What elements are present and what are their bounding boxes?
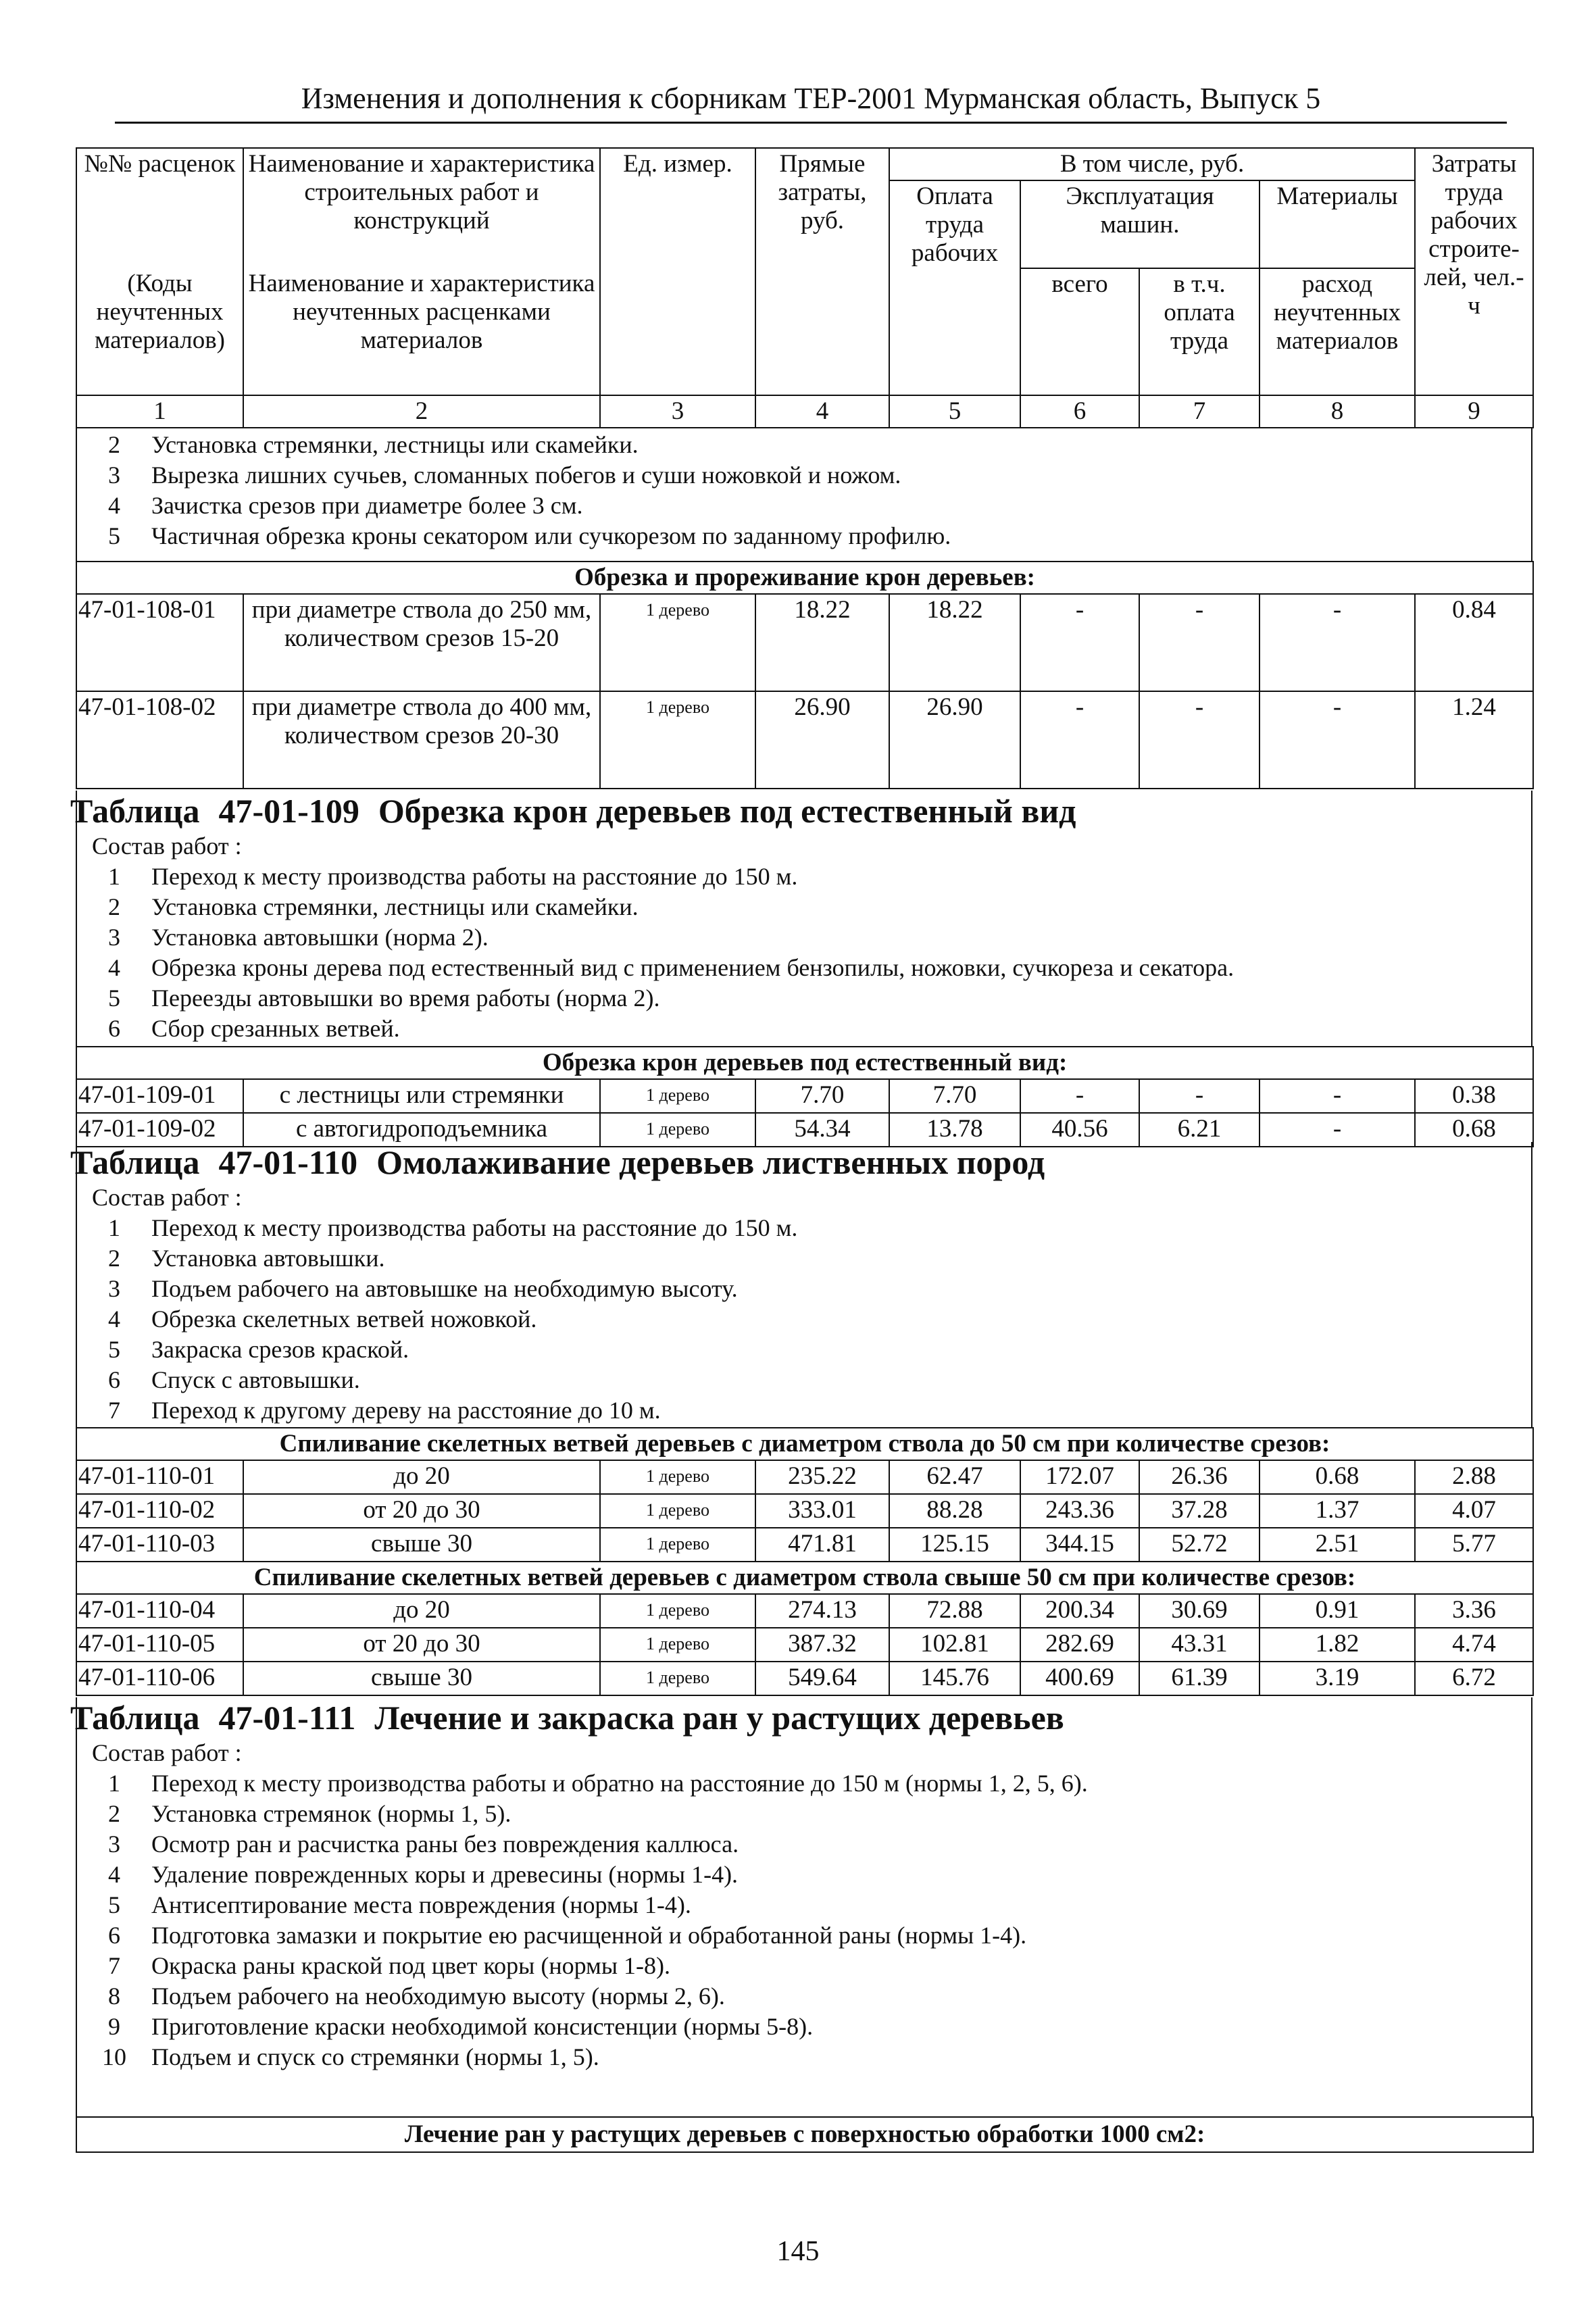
work-item: 2 Установка стремянки, лестницы или скамейки. — [108, 893, 639, 920]
work-item: 2 Установка автовышки. — [108, 1245, 385, 1272]
machines-total: - — [1020, 691, 1139, 789]
work-item: 7 Переход к другому дереву на расстояние до 10 м. — [108, 1397, 661, 1424]
rate-code: 47-01-109-01 — [76, 1079, 243, 1113]
work-item: 4 Удаление поврежденных коры и древесины (нормы 1-4). — [108, 1861, 739, 1888]
table-row — [76, 1662, 1533, 1695]
work-name: с лестницы или стремянки — [243, 1079, 600, 1113]
header-machines-total: всего — [1020, 268, 1139, 395]
machines-total: 282.69 — [1020, 1628, 1139, 1662]
work-name: с автогидроподъемника — [243, 1113, 600, 1147]
materials: 1.37 — [1260, 1494, 1415, 1528]
direct-cost: 387.32 — [755, 1628, 889, 1662]
machines-total: 243.36 — [1020, 1494, 1139, 1528]
work-item: 5 Антисептирование места повреждения (нормы 1-4). — [108, 1891, 691, 1918]
table-row — [76, 594, 1533, 691]
labor-pay: 7.70 — [889, 1079, 1020, 1113]
header-direct-costs: Прямые затраты, руб. — [755, 148, 889, 395]
direct-cost: 549.64 — [755, 1662, 889, 1695]
machines-total: - — [1020, 1079, 1139, 1113]
section-heading: Обрезка и прореживание крон деревьев: — [76, 562, 1533, 594]
direct-cost: 471.81 — [755, 1528, 889, 1562]
work-item: 8 Подъем рабочего на необходимую высоту (нормы 2, 6). — [108, 1983, 725, 2010]
materials: 0.91 — [1260, 1594, 1415, 1628]
labor-hours: 0.38 — [1415, 1079, 1533, 1113]
work-item: 5 Закраска срезов краской. — [108, 1336, 409, 1363]
column-number: 9 — [1415, 395, 1533, 428]
header-name: Наименование и характеристика строительных работ и конструкций — [243, 148, 600, 268]
labor-hours: 6.72 — [1415, 1662, 1533, 1695]
machines-labor: 37.28 — [1139, 1494, 1260, 1528]
header-unit: Ед. измер. — [600, 148, 755, 395]
header-machines-labor: в т.ч. оплата труда — [1139, 268, 1260, 395]
labor-pay: 72.88 — [889, 1594, 1020, 1628]
unit: 1 дерево — [600, 691, 755, 789]
header-materials-usage: расход неучтенных материалов — [1260, 268, 1415, 395]
table-title: Таблица 47-01-110 Омолаживание деревьев лиственных пород — [70, 1143, 1045, 1181]
t111-block — [70, 1697, 1532, 2116]
machines-labor: 6.21 — [1139, 1113, 1260, 1147]
materials: 0.68 — [1260, 1460, 1415, 1494]
section-heading: Спиливание скелетных ветвей деревьев с диаметром ствола до 50 см при количестве срезов: — [76, 1428, 1533, 1460]
work-item: 5 Переезды автовышки во время работы (норма 2). — [108, 985, 660, 1012]
t110-block — [70, 1142, 1532, 1427]
work-item: 2 Установка стремянки, лестницы или скамейки. — [108, 431, 639, 458]
labor-pay: 62.47 — [889, 1460, 1020, 1494]
machines-total: 40.56 — [1020, 1113, 1139, 1147]
materials: - — [1260, 594, 1415, 691]
section-heading: Спиливание скелетных ветвей деревьев с диаметром ствола свыше 50 см при количестве срезов: — [76, 1562, 1533, 1594]
machines-labor: 30.69 — [1139, 1594, 1260, 1628]
header-material-codes: (Коды неучтенных материалов) — [76, 268, 243, 395]
rate-code: 47-01-108-02 — [76, 691, 243, 789]
labor-pay: 26.90 — [889, 691, 1020, 789]
labor-pay: 145.76 — [889, 1662, 1020, 1695]
work-item: 1 Переход к месту производства работы на расстояние до 150 м. — [108, 1214, 798, 1241]
machines-total: 344.15 — [1020, 1528, 1139, 1562]
work-name: от 20 до 30 — [243, 1628, 600, 1662]
rate-code: 47-01-110-05 — [76, 1628, 243, 1662]
direct-cost: 7.70 — [755, 1079, 889, 1113]
work-item: 7 Окраска раны краской под цвет коры (нормы 1-8). — [108, 1952, 670, 1979]
rate-code: 47-01-110-01 — [76, 1460, 243, 1494]
labor-hours: 4.07 — [1415, 1494, 1533, 1528]
labor-hours: 3.36 — [1415, 1594, 1533, 1628]
composition-label: Состав работ : — [92, 832, 242, 860]
work-item: 6 Сбор срезанных ветвей. — [108, 1015, 400, 1042]
unit: 1 дерево — [600, 1628, 755, 1662]
table-title: Таблица 47-01-111 Лечение и закраска ран у растущих деревьев — [70, 1699, 1064, 1737]
table-row — [76, 1594, 1533, 1628]
work-name: до 20 — [243, 1460, 600, 1494]
table-row — [76, 691, 1533, 789]
machines-total: 400.69 — [1020, 1662, 1139, 1695]
work-item: 3 Установка автовышки (норма 2). — [108, 924, 489, 951]
rate-code: 47-01-110-02 — [76, 1494, 243, 1528]
header-codes: №№ расценок — [76, 148, 243, 268]
work-item: 4 Обрезка кроны дерева под естественный вид с применением бензопилы, ножовки, сучкореза и секатора. — [108, 954, 1235, 981]
machines-labor: 52.72 — [1139, 1528, 1260, 1562]
table-row — [76, 1628, 1533, 1662]
table-row — [76, 1494, 1533, 1528]
labor-pay: 88.28 — [889, 1494, 1020, 1528]
work-item: 6 Подготовка замазки и покрытие ею расчищенной и обработанной раны (нормы 1-4). — [108, 1922, 1027, 1949]
table-row — [76, 1079, 1533, 1113]
direct-cost: 274.13 — [755, 1594, 889, 1628]
work-item: 9 Приготовление краски необходимой консистенции (нормы 5-8). — [108, 2013, 814, 2040]
work-item: 4 Обрезка скелетных ветвей ножовкой. — [108, 1305, 537, 1333]
direct-cost: 26.90 — [755, 691, 889, 789]
work-item: 5 Частичная обрезка кроны секатором или сучкорезом по заданному профилю. — [108, 522, 951, 549]
t109-table — [76, 1046, 1534, 1147]
header-labor-pay: Оплата труда рабочих — [889, 180, 1020, 395]
machines-total: - — [1020, 594, 1139, 691]
column-number: 4 — [755, 395, 889, 428]
materials: 2.51 — [1260, 1528, 1415, 1562]
section-heading: Лечение ран у растущих деревьев с поверхностью обработки 1000 см2: — [76, 2117, 1533, 2152]
column-number: 3 — [600, 395, 755, 428]
rate-code: 47-01-109-02 — [76, 1113, 243, 1147]
labor-pay: 102.81 — [889, 1628, 1020, 1662]
header-material-names: Наименование и характеристика неучтенных расценками материалов — [243, 268, 600, 395]
labor-hours: 0.68 — [1415, 1113, 1533, 1147]
machines-labor: - — [1139, 691, 1260, 789]
page-number: 145 — [776, 2236, 820, 2267]
rate-code: 47-01-108-01 — [76, 594, 243, 691]
labor-hours: 5.77 — [1415, 1528, 1533, 1562]
labor-pay: 18.22 — [889, 594, 1020, 691]
unit: 1 дерево — [600, 1528, 755, 1562]
work-name: свыше 30 — [243, 1662, 600, 1695]
machines-labor: - — [1139, 594, 1260, 691]
work-item: 3 Вырезка лишних сучьев, сломанных побегов и суши ножовкой и ножом. — [108, 462, 901, 489]
materials: - — [1260, 1079, 1415, 1113]
work-name: при диаметре ствола до 250 мм, количеством срезов 15-20 — [243, 594, 600, 691]
column-number: 1 — [76, 395, 243, 428]
t109-block — [70, 791, 1532, 1046]
work-item: 3 Подъем рабочего на автовышке на необходимую высоту. — [108, 1275, 738, 1302]
table-title: Таблица 47-01-109 Обрезка крон деревьев под естественный вид — [70, 792, 1076, 830]
work-item: 2 Установка стремянок (нормы 1, 5). — [108, 1800, 512, 1827]
unit: 1 дерево — [600, 594, 755, 691]
work-item: 1 Переход к месту производства работы и обратно на расстояние до 150 м (нормы 1, 2, 5, 6). — [108, 1770, 1088, 1797]
direct-cost: 235.22 — [755, 1460, 889, 1494]
materials: 3.19 — [1260, 1662, 1415, 1695]
labor-hours: 0.84 — [1415, 594, 1533, 691]
section-heading: Обрезка крон деревьев под естественный вид: — [76, 1047, 1533, 1079]
materials: - — [1260, 1113, 1415, 1147]
work-item: 1 Переход к месту производства работы на расстояние до 150 м. — [108, 863, 798, 890]
unit: 1 дерево — [600, 1460, 755, 1494]
direct-cost: 54.34 — [755, 1113, 889, 1147]
work-name: при диаметре ствола до 400 мм, количеством срезов 20-30 — [243, 691, 600, 789]
composition-label: Состав работ : — [92, 1739, 242, 1766]
labor-hours: 2.88 — [1415, 1460, 1533, 1494]
labor-hours: 1.24 — [1415, 691, 1533, 789]
machines-total: 172.07 — [1020, 1460, 1139, 1494]
machines-labor: 43.31 — [1139, 1628, 1260, 1662]
labor-hours: 4.74 — [1415, 1628, 1533, 1662]
unit: 1 дерево — [600, 1079, 755, 1113]
materials: - — [1260, 691, 1415, 789]
column-number: 5 — [889, 395, 1020, 428]
work-name: до 20 — [243, 1594, 600, 1628]
unit: 1 дерево — [600, 1113, 755, 1147]
unit: 1 дерево — [600, 1662, 755, 1695]
machines-labor: 61.39 — [1139, 1662, 1260, 1695]
materials: 1.82 — [1260, 1628, 1415, 1662]
work-item: 3 Осмотр ран и расчистка раны без повреждения каллюса. — [108, 1831, 739, 1858]
header-materials: Материалы — [1260, 180, 1415, 268]
direct-cost: 18.22 — [755, 594, 889, 691]
composition-label: Состав работ : — [92, 1184, 242, 1211]
column-number: 2 — [243, 395, 600, 428]
direct-cost: 333.01 — [755, 1494, 889, 1528]
labor-pay: 125.15 — [889, 1528, 1020, 1562]
header-labor-hours: Затраты труда рабочих строите-лей, чел.-ч — [1415, 148, 1533, 395]
header-including: В том числе, руб. — [889, 148, 1415, 180]
rate-code: 47-01-110-03 — [76, 1528, 243, 1562]
table-row — [76, 1528, 1533, 1562]
work-item: 4 Зачистка срезов при диаметре более 3 см. — [108, 492, 583, 519]
unit: 1 дерево — [600, 1594, 755, 1628]
t108-table — [76, 561, 1534, 789]
page-header: Изменения и дополнения к сборникам ТЕР-2001 Мурманская область, Выпуск 5 — [115, 80, 1507, 124]
unit: 1 дерево — [600, 1494, 755, 1528]
column-number: 7 — [1139, 395, 1260, 428]
machines-labor: 26.36 — [1139, 1460, 1260, 1494]
t108-work-list — [76, 427, 1532, 561]
t111-table — [76, 2116, 1534, 2153]
work-item: 6 Спуск с автовышки. — [108, 1366, 360, 1393]
labor-pay: 13.78 — [889, 1113, 1020, 1147]
machines-labor: - — [1139, 1079, 1260, 1113]
column-number: 6 — [1020, 395, 1139, 428]
header-machines: Эксплуатация машин. — [1020, 180, 1260, 268]
column-number: 8 — [1260, 395, 1415, 428]
rate-code: 47-01-110-04 — [76, 1594, 243, 1628]
machines-total: 200.34 — [1020, 1594, 1139, 1628]
work-item: 10 Подъем и спуск со стремянки (нормы 1, 5). — [102, 2043, 599, 2070]
work-name: от 20 до 30 — [243, 1494, 600, 1528]
rate-code: 47-01-110-06 — [76, 1662, 243, 1695]
column-header-table — [76, 147, 1534, 428]
work-name: свыше 30 — [243, 1528, 600, 1562]
table-row — [76, 1460, 1533, 1494]
t110-table — [76, 1427, 1534, 1696]
